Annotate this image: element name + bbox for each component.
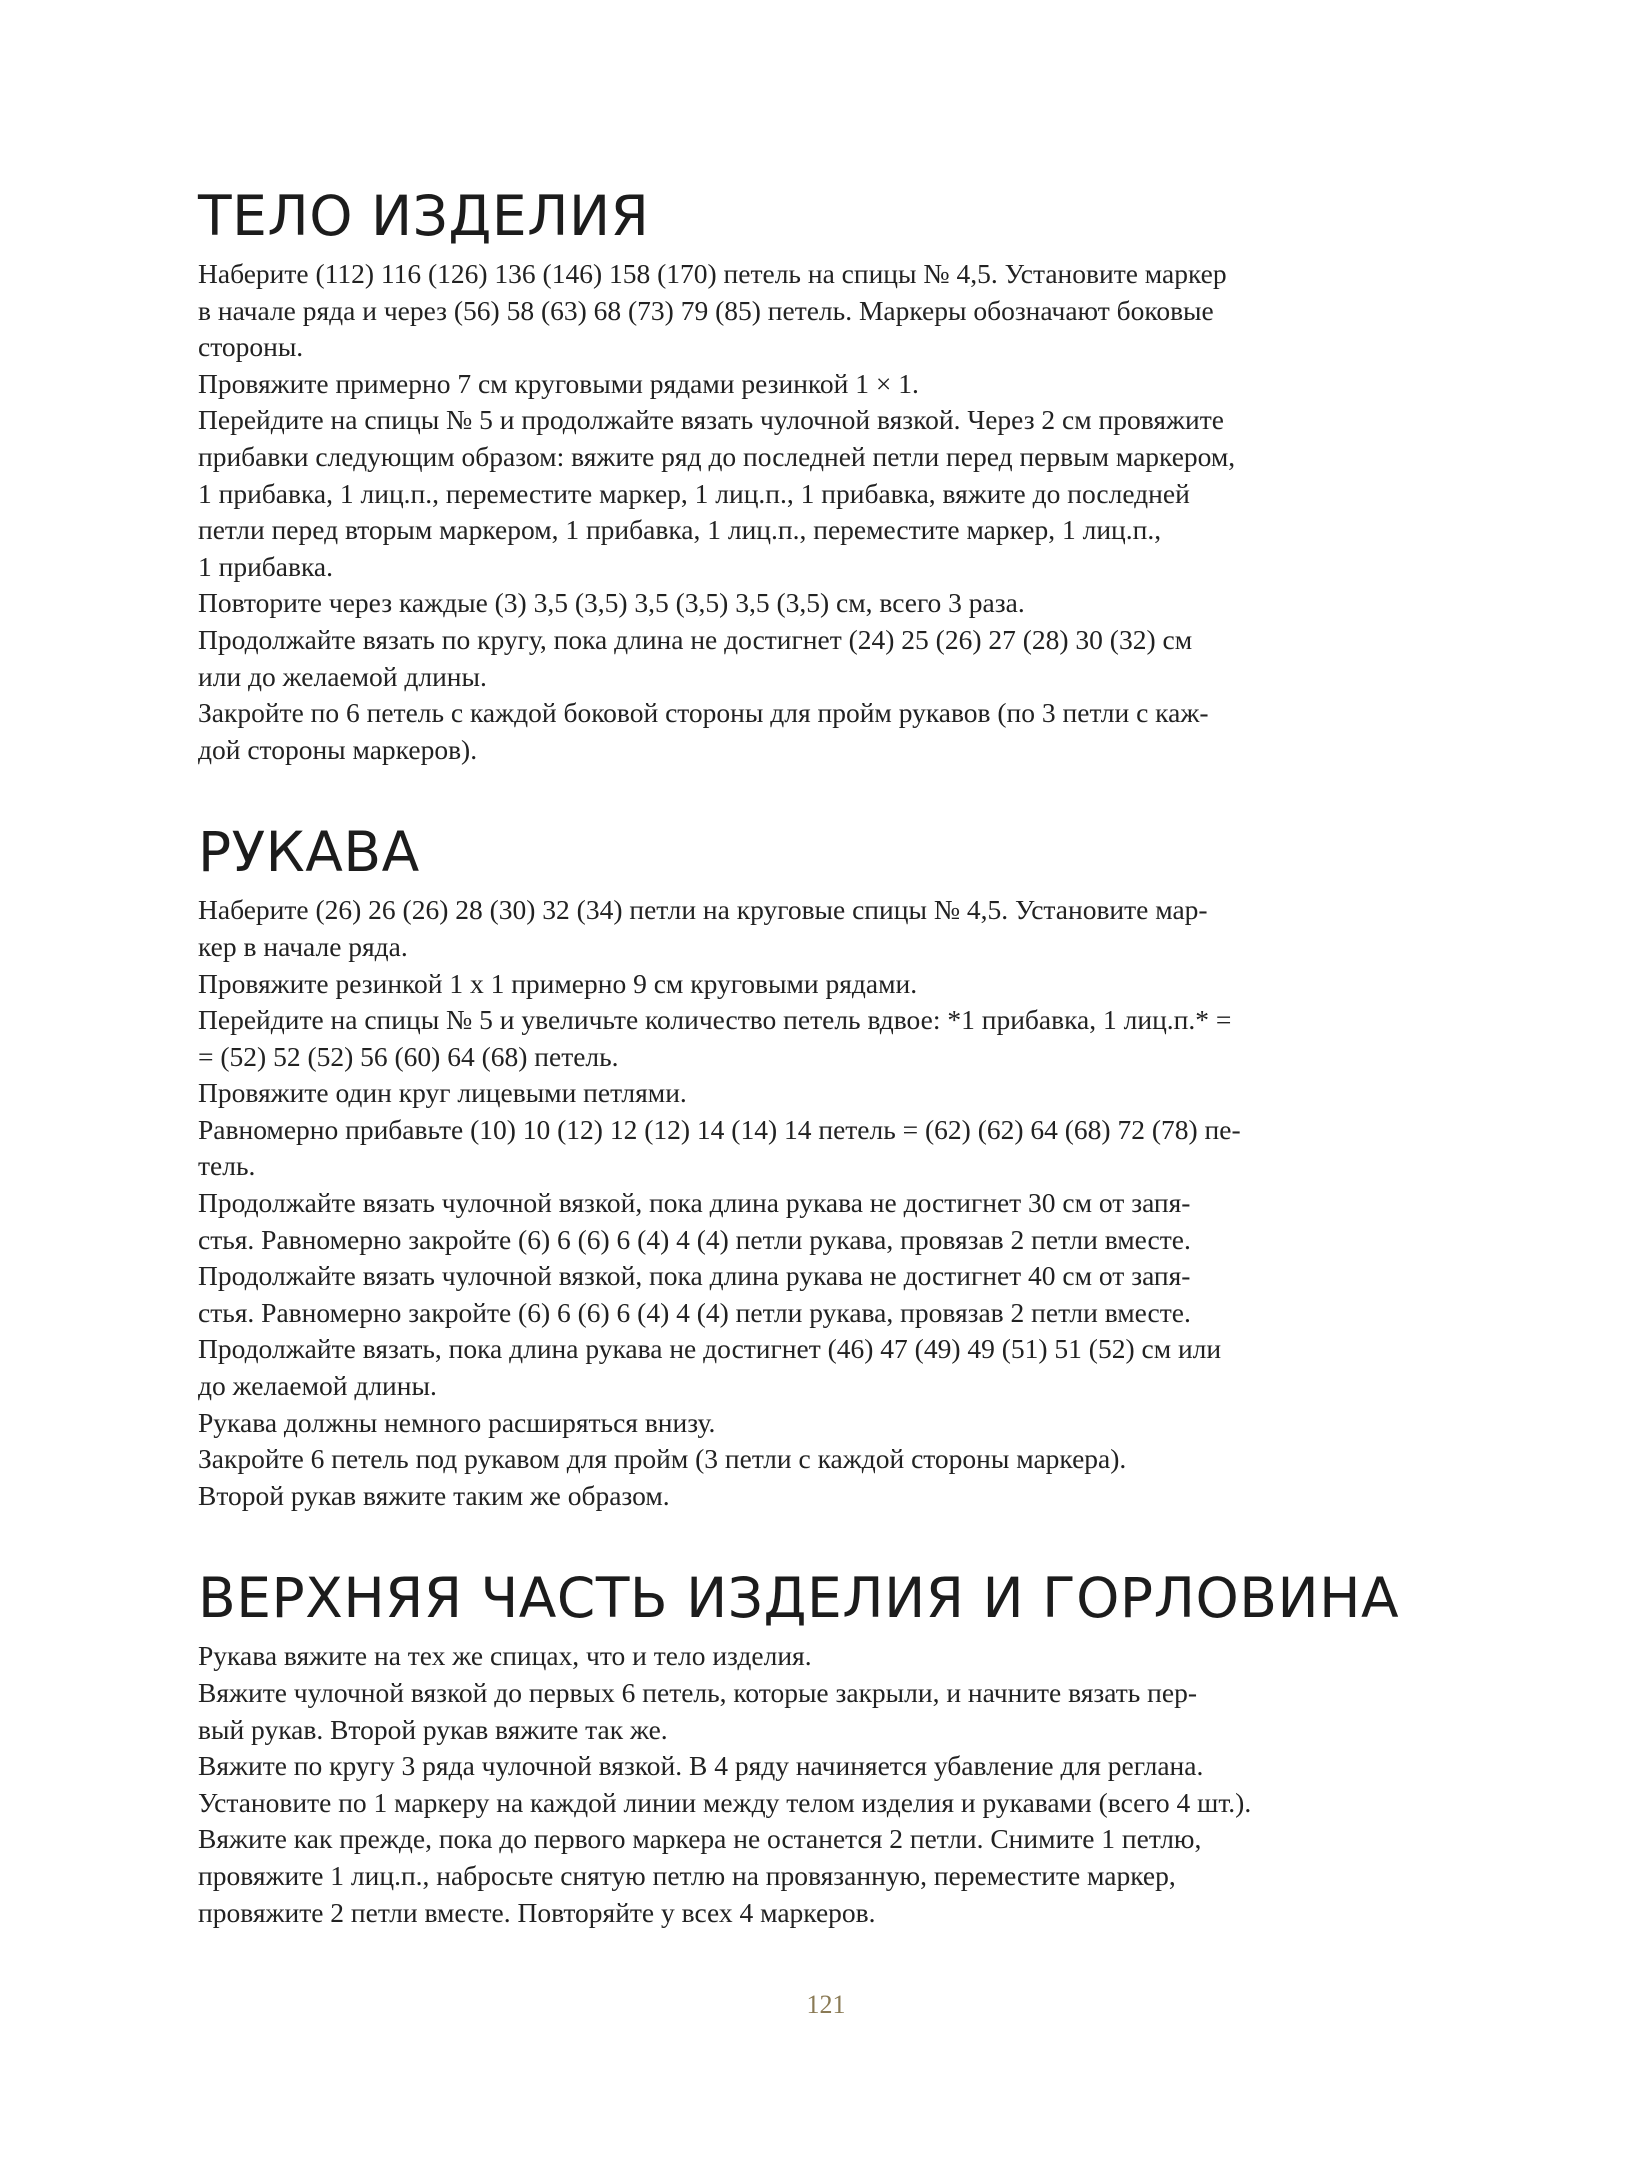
page-content xyxy=(198,180,1498,1979)
text-line: 1 прибавка. xyxy=(198,550,334,582)
text-line: стья. Равномерно закройте (6) 6 (6) 6 (4) 4 (4) петли рукава, провязав 2 петли вместе. xyxy=(198,1223,1191,1255)
text-line: Вяжите чулочной вязкой до первых 6 петель, которые закрыли, и начните вязать пер- xyxy=(198,1677,1198,1708)
text-line: до желаемой длины. xyxy=(198,1370,437,1402)
section-title: ВЕРХНЯЯ ЧАСТЬ ИЗДЕЛИЯ И ГОРЛОВИНА xyxy=(198,1566,1400,1631)
text-line: Провяжите резинкой 1 х 1 примерно 9 см круговыми рядами. xyxy=(198,967,918,999)
section-title: ТЕЛО ИЗДЕЛИЯ xyxy=(198,184,650,248)
text-line: 1 прибавка, 1 лиц.п., переместите маркер, 1 лиц.п., 1 прибавка, вяжите до последней xyxy=(198,477,1190,509)
text-line: в начале ряда и через (56) 58 (63) 68 (73) 79 (85) петель. Маркеры обозначают боковые xyxy=(198,294,1214,326)
text-line: вый рукав. Второй рукав вяжите так же. xyxy=(198,1713,668,1745)
text-line: Установите по 1 маркеру на каждой линии между телом изделия и рукавами (всего 4 шт.). xyxy=(198,1786,1252,1818)
text-line: Перейдите на спицы № 5 и продолжайте вязать чулочной вязкой. Через 2 см провяжите xyxy=(198,404,1224,436)
text-line: Рукава вяжите на тех же спицах, что и тело изделия. xyxy=(198,1640,812,1672)
text-line: Вяжите по кругу 3 ряда чулочной вязкой. В 4 ряду начиняется убавление для реглана. xyxy=(198,1750,1204,1782)
section-top-and-neckline xyxy=(198,1562,1498,1931)
text-line: Закройте по 6 петель с каждой боковой стороны для пройм рукавов (по 3 петли с каж- xyxy=(198,697,1209,729)
text-line: Продолжайте вязать по кругу, пока длина не достигнет (24) 25 (26) 27 (28) 30 (32) см xyxy=(198,623,1193,655)
text-line: Второй рукав вяжите таким же образом. xyxy=(198,1479,670,1511)
text-line: Перейдите на спицы № 5 и увеличьте количество петель вдвое: *1 прибавка, 1 лиц.п.* = xyxy=(198,1004,1232,1036)
text-line: дой стороны маркеров). xyxy=(198,733,478,765)
section-text xyxy=(198,256,1498,768)
page-number: 121 xyxy=(806,1990,846,2019)
text-line: провяжите 2 петли вместе. Повторяйте у всех 4 маркеров. xyxy=(198,1896,876,1928)
section-text xyxy=(198,892,1498,1514)
section-text xyxy=(198,1638,1498,1931)
text-line: кер в начале ряда. xyxy=(198,930,408,962)
text-line: Рукава должны немного расширяться внизу. xyxy=(198,1406,716,1438)
text-line: Вяжите как прежде, пока до первого маркера не останется 2 петли. Снимите 1 петлю, xyxy=(198,1823,1202,1855)
text-line: провяжите 1 лиц.п., набросьте снятую петлю на провязанную, переместите маркер, xyxy=(198,1859,1176,1891)
text-line: Продолжайте вязать чулочной вязкой, пока длина рукава не достигнет 40 см от запя- xyxy=(198,1260,1191,1292)
section-title: РУКАВА xyxy=(198,820,420,885)
text-line: тель. xyxy=(198,1150,256,1182)
text-line: = (52) 52 (52) 56 (60) 64 (68) петель. xyxy=(198,1040,619,1072)
text-line: Продолжайте вязать, пока длина рукава не достигнет (46) 47 (49) 49 (51) 51 (52) см или xyxy=(198,1333,1222,1365)
text-line: Провяжите один круг лицевыми петлями. xyxy=(198,1077,687,1109)
text-line: или до желаемой длины. xyxy=(198,660,487,692)
text-line: петли перед вторым маркером, 1 прибавка, 1 лиц.п., переместите маркер, 1 лиц.п., xyxy=(198,514,1162,546)
text-line: Повторите через каждые (3) 3,5 (3,5) 3,5 (3,5) 3,5 (3,5) см, всего 3 раза. xyxy=(198,587,1025,619)
text-line: прибавки следующим образом: вяжите ряд до последней петли перед первым маркером, xyxy=(198,440,1236,472)
section-body xyxy=(198,180,1498,768)
text-line: Наберите (112) 116 (126) 136 (146) 158 (170) петель на спицы № 4,5. Установите маркер xyxy=(198,258,1227,289)
text-line: Продолжайте вязать чулочной вязкой, пока длина рукава не достигнет 30 см от запя- xyxy=(198,1187,1191,1219)
text-line: Наберите (26) 26 (26) 28 (30) 32 (34) петли на круговые спицы № 4,5. Установите мар- xyxy=(198,894,1208,926)
text-line: стья. Равномерно закройте (6) 6 (6) 6 (4) 4 (4) петли рукава, провязав 2 петли вместе. xyxy=(198,1296,1191,1328)
text-line: стороны. xyxy=(198,331,304,363)
section-sleeves xyxy=(198,816,1498,1514)
text-line: Закройте 6 петель под рукавом для пройм (3 петли с каждой стороны маркера). xyxy=(198,1443,1127,1475)
text-line: Провяжите примерно 7 см круговыми рядами резинкой 1 × 1. xyxy=(198,367,919,399)
text-line: Равномерно прибавьте (10) 10 (12) 12 (12) 14 (14) 14 петель = (62) (62) 64 (68) 72 (78) пе- xyxy=(198,1113,1241,1145)
